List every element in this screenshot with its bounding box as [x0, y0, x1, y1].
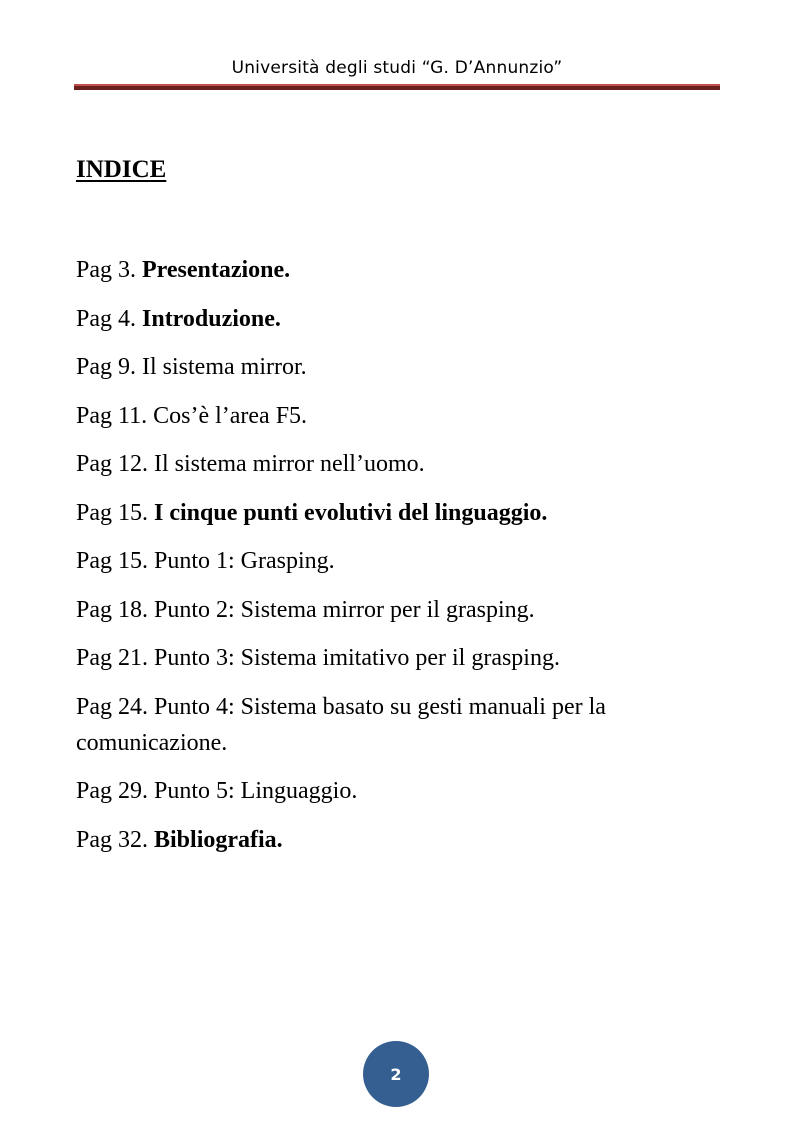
toc-label: Punto 2: Sistema mirror per il grasping. — [154, 597, 535, 623]
toc-page-ref: Pag 3. — [76, 257, 142, 283]
toc-page-ref: Pag 24. — [76, 694, 154, 720]
toc-page-ref: Pag 4. — [76, 306, 142, 332]
toc-page-ref: Pag 12. — [76, 451, 154, 477]
toc-entry — [76, 349, 716, 385]
toc-entry — [76, 252, 716, 288]
toc-label: I cinque punti evolutivi del linguaggio. — [154, 500, 548, 526]
toc-page-ref: Pag 9. — [76, 354, 142, 380]
toc-label: Punto 5: Linguaggio. — [154, 778, 358, 804]
page-number-badge — [363, 1041, 429, 1107]
toc-page-ref: Pag 32. — [76, 827, 154, 853]
toc-label: Introduzione. — [142, 306, 281, 332]
page-title: INDICE — [76, 156, 167, 183]
toc-entry — [76, 689, 716, 761]
toc-label: Cos’è l’area F5. — [153, 403, 308, 429]
toc-entry — [76, 773, 716, 809]
toc-entry — [76, 301, 716, 337]
toc-entry — [76, 592, 716, 628]
toc-page-ref: Pag 11. — [76, 403, 154, 429]
toc-page-ref: Pag 21. — [76, 645, 154, 671]
toc-page-ref: Pag 18. — [76, 597, 154, 623]
toc-entry — [76, 398, 716, 434]
toc-page-ref: Pag 15. — [76, 548, 154, 574]
toc-entry — [76, 640, 716, 676]
toc-page-ref: Pag 29. — [76, 778, 154, 804]
running-header: Università degli studi “G. D’Annunzio” — [231, 58, 563, 78]
toc-label: Il sistema mirror. — [142, 354, 307, 380]
toc-page-ref: Pag 15. — [76, 500, 154, 526]
toc-entry — [76, 495, 716, 531]
toc-label: Bibliografia. — [154, 827, 283, 853]
toc-label: Punto 3: Sistema imitativo per il grasping. — [154, 645, 560, 671]
toc-label: Il sistema mirror nell’uomo. — [154, 451, 425, 477]
toc-label: Punto 1: Grasping. — [154, 548, 335, 574]
toc-entry — [76, 446, 716, 482]
page-number: 2 — [390, 1064, 402, 1084]
toc-label: Presentazione. — [142, 257, 291, 283]
toc-label: Punto 4: Sistema basato su gesti manuali per la comunicazione. — [76, 694, 606, 756]
toc-entry — [76, 543, 716, 579]
header-rule — [74, 86, 720, 90]
toc-entry — [76, 822, 716, 858]
